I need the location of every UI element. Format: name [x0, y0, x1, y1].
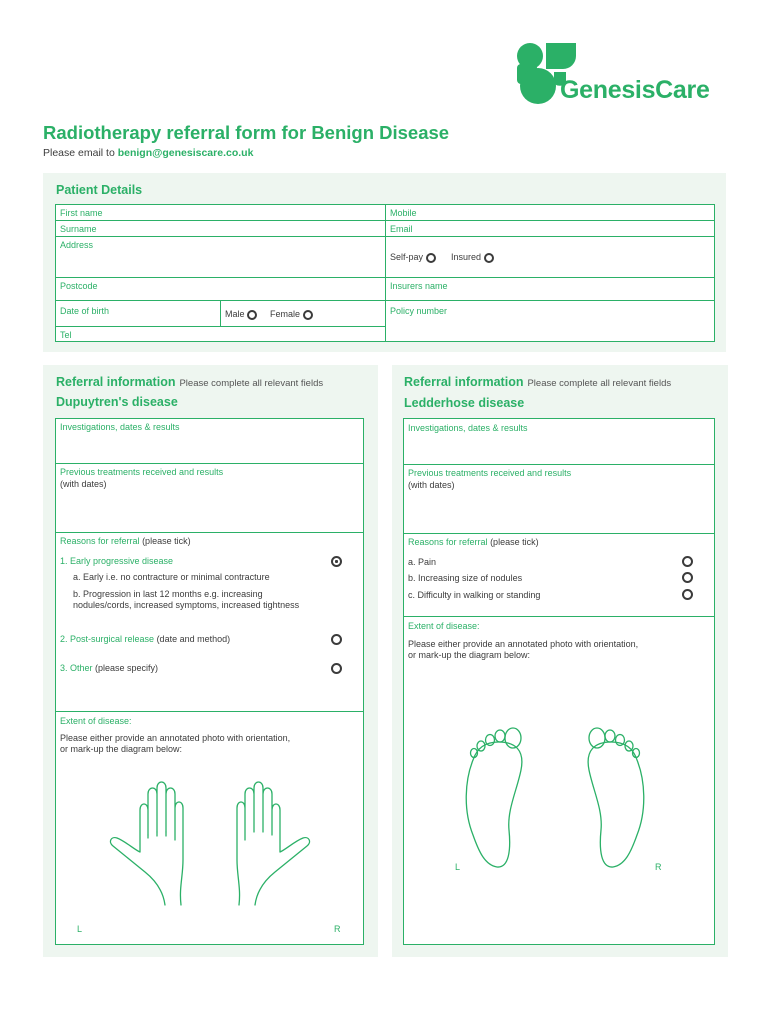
- page-title: Radiotherapy referral form for Benign Disease: [43, 122, 450, 143]
- self-pay-radio[interactable]: [426, 253, 436, 263]
- surname-field[interactable]: Surname: [60, 224, 97, 234]
- post-surgical-option: [60, 634, 230, 644]
- right-hand-outline: [237, 782, 310, 905]
- right-reasons-label: Reasons for referral: [408, 537, 488, 547]
- self-pay-label: Self-pay: [390, 252, 424, 262]
- first-name-field[interactable]: First name: [60, 208, 103, 218]
- left-referral-title: [56, 375, 323, 389]
- right-investigations-field[interactable]: Investigations, dates & results: [408, 423, 528, 433]
- left-hand-label: L: [77, 924, 83, 934]
- right-foot-outline: [588, 742, 644, 867]
- logo-wordmark: GenesisCare: [560, 76, 710, 104]
- hands-diagram[interactable]: [105, 780, 315, 910]
- address-field[interactable]: Address: [60, 240, 94, 250]
- left-with-dates: (with dates): [60, 479, 107, 489]
- nodules-radio[interactable]: [682, 572, 693, 583]
- left-referral-hint: Please complete all relevant fields: [179, 378, 324, 389]
- right-referral-hint: Please complete all relevant fields: [527, 378, 672, 389]
- left-reasons-label: Reasons for referral: [60, 536, 140, 546]
- male-option[interactable]: [225, 309, 257, 320]
- other-hint: (please specify): [95, 663, 159, 673]
- insured-option[interactable]: [451, 252, 494, 263]
- left-extent-label: Extent of disease:: [60, 716, 132, 726]
- left-referral-heading: Referral information: [56, 375, 176, 389]
- pain-label: a. Pain: [408, 557, 437, 567]
- pain-radio[interactable]: [682, 556, 693, 567]
- post-surgical-radio[interactable]: [331, 634, 342, 645]
- nodules-label: b. Increasing size of nodules: [408, 573, 523, 583]
- insured-label: Insured: [451, 252, 482, 262]
- other-label: 3. Other: [60, 663, 93, 673]
- left-investigations-field[interactable]: Investigations, dates & results: [60, 422, 180, 432]
- left-reasons-heading: [60, 536, 191, 546]
- insured-radio[interactable]: [484, 253, 494, 263]
- email-prefix: Please email to: [43, 147, 115, 159]
- female-option[interactable]: [270, 309, 313, 320]
- patient-details-title: Patient Details: [56, 183, 143, 197]
- left-foot-outline: [466, 742, 522, 867]
- right-reasons-hint: (please tick): [490, 537, 539, 547]
- right-foot-label: R: [655, 862, 662, 872]
- tel-field[interactable]: Tel: [60, 330, 72, 340]
- postcode-field[interactable]: Postcode: [60, 281, 98, 291]
- left-reasons-hint: (please tick): [142, 536, 191, 546]
- post-surgical-label: 2. Post-surgical release: [60, 634, 155, 644]
- right-extent-label: Extent of disease:: [408, 621, 480, 631]
- female-label: Female: [270, 309, 301, 319]
- other-radio[interactable]: [331, 663, 342, 674]
- walking-radio[interactable]: [682, 589, 693, 600]
- insurers-name-field[interactable]: Insurers name: [390, 281, 448, 291]
- early-progressive-label: 1. Early progressive disease: [60, 556, 174, 566]
- left-previous-field[interactable]: Previous treatments received and results: [60, 467, 224, 477]
- post-surgical-hint: (date and method): [156, 634, 231, 644]
- male-label: Male: [225, 309, 245, 319]
- right-referral-heading: Referral information: [404, 375, 524, 389]
- email-instruction: [43, 147, 253, 159]
- right-extent-text: Please either provide an annotated photo with orientation, or mark-up the diagram below:: [408, 639, 639, 660]
- right-with-dates: (with dates): [408, 480, 455, 490]
- email-field[interactable]: Email: [390, 224, 413, 234]
- ledderhose-title: Ledderhose disease: [404, 396, 525, 410]
- early-item-b: b. Progression in last 12 months e.g. increasing nodules/cords, increased symptoms, increased tightness: [73, 589, 300, 610]
- early-item-a: a. Early i.e. no contracture or minimal contracture: [73, 572, 270, 582]
- other-option: [60, 663, 158, 673]
- dupuytren-title: Dupuytren's disease: [56, 395, 178, 409]
- female-radio[interactable]: [303, 310, 313, 320]
- right-hand-label: R: [334, 924, 341, 934]
- mobile-field[interactable]: Mobile: [390, 208, 417, 218]
- email-link[interactable]: benign@genesiscare.co.uk: [117, 147, 254, 159]
- early-progressive-radio[interactable]: [331, 556, 342, 567]
- walking-label: c. Difficulty in walking or standing: [408, 590, 541, 600]
- policy-number-field[interactable]: Policy number: [390, 306, 448, 316]
- left-extent-text: Please either provide an annotated photo with orientation, or mark-up the diagram below:: [60, 733, 291, 754]
- male-radio[interactable]: [247, 310, 257, 320]
- right-referral-title: [404, 375, 671, 389]
- right-previous-field[interactable]: Previous treatments received and results: [408, 468, 572, 478]
- self-pay-option[interactable]: [390, 252, 436, 263]
- dob-field[interactable]: Date of birth: [60, 306, 110, 316]
- right-reasons-heading: [408, 537, 539, 547]
- left-foot-label: L: [455, 862, 461, 872]
- left-hand-outline: [110, 782, 183, 905]
- feet-diagram[interactable]: [455, 720, 655, 870]
